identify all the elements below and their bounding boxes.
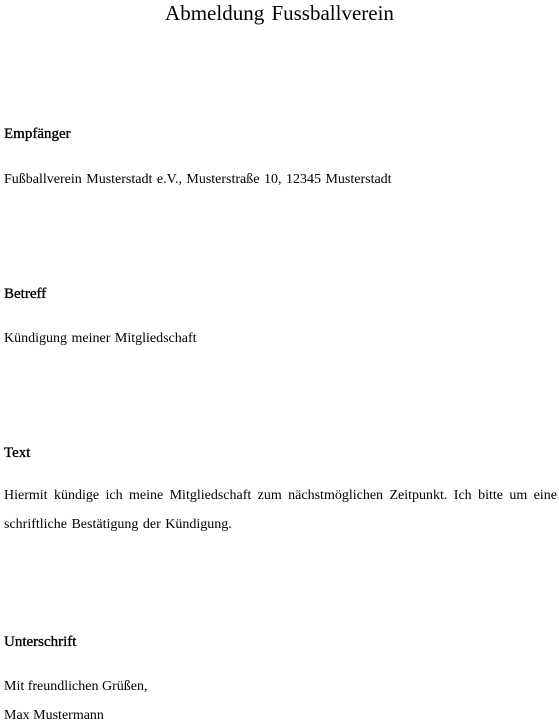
- document-title: Abmeldung Fussballverein: [165, 1, 394, 25]
- recipient-address: Fußballverein Musterstadt e.V., Musterstraße 10, 12345 Musterstadt: [4, 172, 392, 187]
- closing-line: Mit freundlichen Grüßen,: [4, 679, 148, 694]
- recipient-heading: Empfänger: [4, 126, 71, 142]
- signature-heading: Unterschrift: [4, 634, 77, 650]
- subject-text: Kündigung meiner Mitgliedschaft: [4, 331, 197, 346]
- subject-heading: Betreff: [4, 286, 47, 302]
- signer-name: Max Mustermann: [4, 708, 104, 723]
- text-heading: Text: [4, 445, 31, 461]
- letter-body: Hiermit kündige ich meine Mitgliedschaft zum nächstmöglichen Zeitpunkt. Ich bitte um eine schriftliche Bestätigung der Kündigung.: [4, 488, 557, 532]
